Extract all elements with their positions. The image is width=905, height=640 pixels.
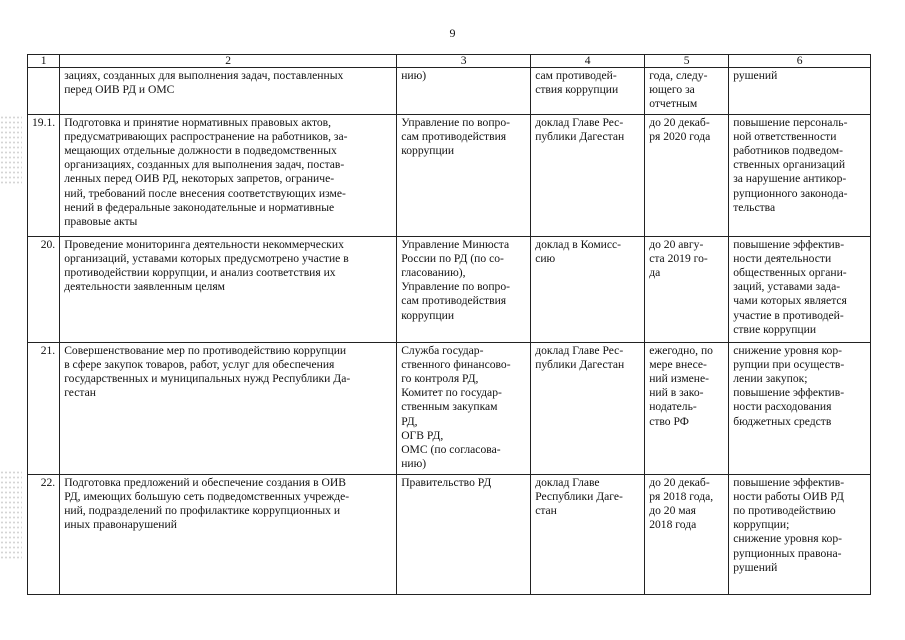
- cell-line: ственного финансово-: [401, 357, 511, 371]
- cell-line: Комитет по государ-: [401, 386, 502, 400]
- cell-c2: [60, 114, 397, 236]
- cell-line: рушений: [733, 69, 778, 82]
- cell-line: сам противодействия: [401, 294, 507, 308]
- cell-line: заций, уставами зада-: [733, 280, 841, 294]
- cell-line: до 20 мая: [649, 504, 697, 518]
- cell-line: иных правонарушений: [64, 518, 177, 532]
- cell-c6: [729, 474, 871, 594]
- cell-line: Подготовка предложений и обеспечение создания в ОИВ: [64, 475, 346, 489]
- table-row: [28, 68, 871, 115]
- cell-line: за нарушение антикор-: [733, 172, 847, 186]
- row-number: 21.: [28, 342, 60, 474]
- cell-line: по противодействию: [733, 504, 836, 518]
- cell-line: доклад Главе: [535, 475, 600, 489]
- cell-c3: [397, 114, 531, 236]
- cell-line: гестан: [64, 386, 96, 400]
- cell-line: сам противодействия: [401, 129, 507, 143]
- cell-c6: [729, 114, 871, 236]
- cell-c3: [397, 342, 531, 474]
- cell-line: отчетным: [649, 97, 698, 111]
- cell-line: повышение эффектив-: [733, 237, 845, 251]
- cell-c4: [531, 68, 645, 115]
- cell-line: ря 2018 года,: [649, 489, 714, 503]
- cell-line: коррупции;: [733, 518, 790, 532]
- cell-line: ной ответственности: [733, 129, 837, 143]
- cell-line: ствия коррупции: [535, 83, 619, 97]
- cell-line: доклад в Комисс-: [535, 237, 622, 251]
- cell-line: ний, подразделений по профилактике коррупционных и: [64, 504, 341, 518]
- cell-line: ря 2020 года: [649, 129, 711, 143]
- table-row: [28, 236, 871, 342]
- cell-c4: [531, 236, 645, 342]
- cell-line: публики Дагестан: [535, 129, 625, 143]
- cell-line: Проведение мониторинга деятельности некоммерческих: [64, 237, 344, 251]
- cell-line: тельства: [733, 200, 776, 214]
- cell-line: нию): [401, 457, 427, 471]
- cell-line: нодатель-: [649, 400, 697, 414]
- cell-line: Управление Минюста: [401, 237, 510, 251]
- cell-line: правовые акты: [64, 215, 138, 229]
- cell-line: ОМС (по согласова-: [401, 443, 501, 457]
- row-number: [28, 68, 60, 115]
- cell-c3: [397, 68, 531, 115]
- cell-c4: [531, 474, 645, 594]
- cell-c5: [645, 68, 729, 115]
- cell-line: снижение уровня кор-: [733, 343, 842, 357]
- row-number: 22.: [28, 474, 60, 594]
- cell-line: противодействии коррупции, и анализ соответствия их: [64, 266, 336, 280]
- cell-line: участие в противодей-: [733, 308, 844, 322]
- cell-c2: [60, 342, 397, 474]
- cell-c6: [729, 342, 871, 474]
- table-row: [28, 474, 871, 594]
- cell-line: сию: [535, 251, 556, 265]
- cell-line: ний измене-: [649, 372, 710, 386]
- cell-line: ности работы ОИВ РД: [733, 489, 844, 503]
- cell-line: повышение персональ-: [733, 115, 848, 129]
- header-col-2: 2: [60, 55, 397, 68]
- cell-c6: [729, 236, 871, 342]
- cell-line: снижение уровня кор-: [733, 532, 842, 546]
- cell-line: РД, имеющих большую сеть подведомственных учрежде-: [64, 489, 350, 503]
- cell-line: государственных и муниципальных нужд Республики Да-: [64, 372, 351, 386]
- cell-line: ленных перед ОИВ РД, некоторых запретов, ограниче-: [64, 172, 335, 186]
- cell-line: зациях, созданных для выполнения задач, поставленных: [64, 69, 344, 82]
- cell-line: работников подведом-: [733, 144, 843, 158]
- header-col-1: 1: [28, 55, 60, 68]
- cell-c3: [397, 474, 531, 594]
- cell-line: ности расходования: [733, 400, 832, 414]
- cell-line: сам противодей-: [535, 69, 617, 82]
- cell-line: 2018 года: [649, 518, 697, 532]
- cell-line: мере внесе-: [649, 357, 707, 371]
- cell-c3: [397, 236, 531, 342]
- cell-line: Управление по вопро-: [401, 280, 510, 294]
- cell-line: ста 2019 го-: [649, 251, 708, 265]
- cell-line: доклад Главе Рес-: [535, 115, 624, 129]
- cell-line: публики Дагестан: [535, 357, 625, 371]
- cell-line: до 20 декаб-: [649, 475, 710, 489]
- cell-line: гласованию),: [401, 266, 466, 280]
- cell-line: стан: [535, 504, 557, 518]
- cell-line: до 20 декаб-: [649, 115, 710, 129]
- cell-line: да: [649, 266, 661, 280]
- cell-line: Подготовка и принятие нормативных правовых актов,: [64, 115, 332, 129]
- cell-line: нений в федеральные законодательные и нормативные: [64, 200, 335, 214]
- cell-line: деятельности заявленным целям: [64, 280, 226, 294]
- cell-line: го контроля РД,: [401, 372, 479, 386]
- cell-line: Управление по вопро-: [401, 115, 510, 129]
- header-row: [28, 55, 871, 68]
- cell-line: рушений: [733, 560, 778, 574]
- cell-line: повышение эффектив-: [733, 386, 845, 400]
- cell-line: ОГВ РД,: [401, 428, 444, 442]
- scan-artifact: [0, 115, 22, 185]
- header-col-4: 4: [531, 55, 645, 68]
- cell-line: ство РФ: [649, 414, 689, 428]
- table-row: [28, 114, 871, 236]
- cell-line: перед ОИВ РД и ОМС: [64, 83, 175, 97]
- header-col-3: 3: [397, 55, 531, 68]
- cell-line: ствие коррупции: [733, 322, 817, 336]
- cell-line: Правительство РД: [401, 475, 492, 489]
- cell-line: ности деятельности: [733, 251, 832, 265]
- cell-c2: [60, 474, 397, 594]
- cell-line: Республики Даге-: [535, 489, 623, 503]
- cell-line: коррупции: [401, 308, 455, 322]
- cell-line: России по РД (по со-: [401, 251, 504, 265]
- cell-c5: [645, 236, 729, 342]
- cell-line: ний, требований после внесения соответствующих изме-: [64, 186, 346, 200]
- cell-line: общественных органи-: [733, 266, 847, 280]
- cell-line: повышение эффектив-: [733, 475, 845, 489]
- cell-line: ежегодно, по: [649, 343, 713, 357]
- table-row: [28, 342, 871, 474]
- cell-c4: [531, 342, 645, 474]
- cell-line: предусматривающих распространение на работников, за-: [64, 129, 348, 143]
- cell-c6: [729, 68, 871, 115]
- cell-line: рупционных правона-: [733, 546, 842, 560]
- cell-line: в сфере закупок товаров, работ, услуг для обеспечения: [64, 357, 335, 371]
- cell-line: нию): [401, 69, 427, 82]
- cell-line: коррупции: [401, 144, 455, 158]
- cell-c5: [645, 474, 729, 594]
- scan-artifact: [0, 470, 22, 560]
- cell-line: организаций, уставами которых предусмотрено участие в: [64, 251, 349, 265]
- cell-line: РД,: [401, 414, 418, 428]
- cell-c2: [60, 236, 397, 342]
- measures-table: [27, 54, 871, 595]
- cell-line: чами которых является: [733, 294, 847, 308]
- cell-line: года, следу-: [649, 69, 708, 82]
- cell-line: лении закупок;: [733, 372, 808, 386]
- cell-line: до 20 авгу-: [649, 237, 704, 251]
- cell-line: Служба государ-: [401, 343, 484, 357]
- cell-line: мещающих отдельные должности в подведомственных: [64, 144, 337, 158]
- cell-line: рупционного законода-: [733, 186, 848, 200]
- row-number: 20.: [28, 236, 60, 342]
- cell-line: ственным закупкам: [401, 400, 498, 414]
- header-col-6: 6: [729, 55, 871, 68]
- cell-line: ний в зако-: [649, 386, 704, 400]
- cell-line: ющего за: [649, 83, 695, 97]
- cell-line: Совершенствование мер по противодействию коррупции: [64, 343, 347, 357]
- cell-line: бюджетных средств: [733, 414, 832, 428]
- cell-c4: [531, 114, 645, 236]
- cell-line: организациях, созданных для выполнения задач, постав-: [64, 158, 345, 172]
- cell-line: ственных организаций: [733, 158, 846, 172]
- cell-line: доклад Главе Рес-: [535, 343, 624, 357]
- page-number: 9: [449, 26, 456, 40]
- cell-c5: [645, 342, 729, 474]
- cell-c5: [645, 114, 729, 236]
- cell-c2: [60, 68, 397, 115]
- row-number: 19.1.: [28, 114, 60, 236]
- cell-line: рупции при осуществ-: [733, 357, 845, 371]
- header-col-5: 5: [645, 55, 729, 68]
